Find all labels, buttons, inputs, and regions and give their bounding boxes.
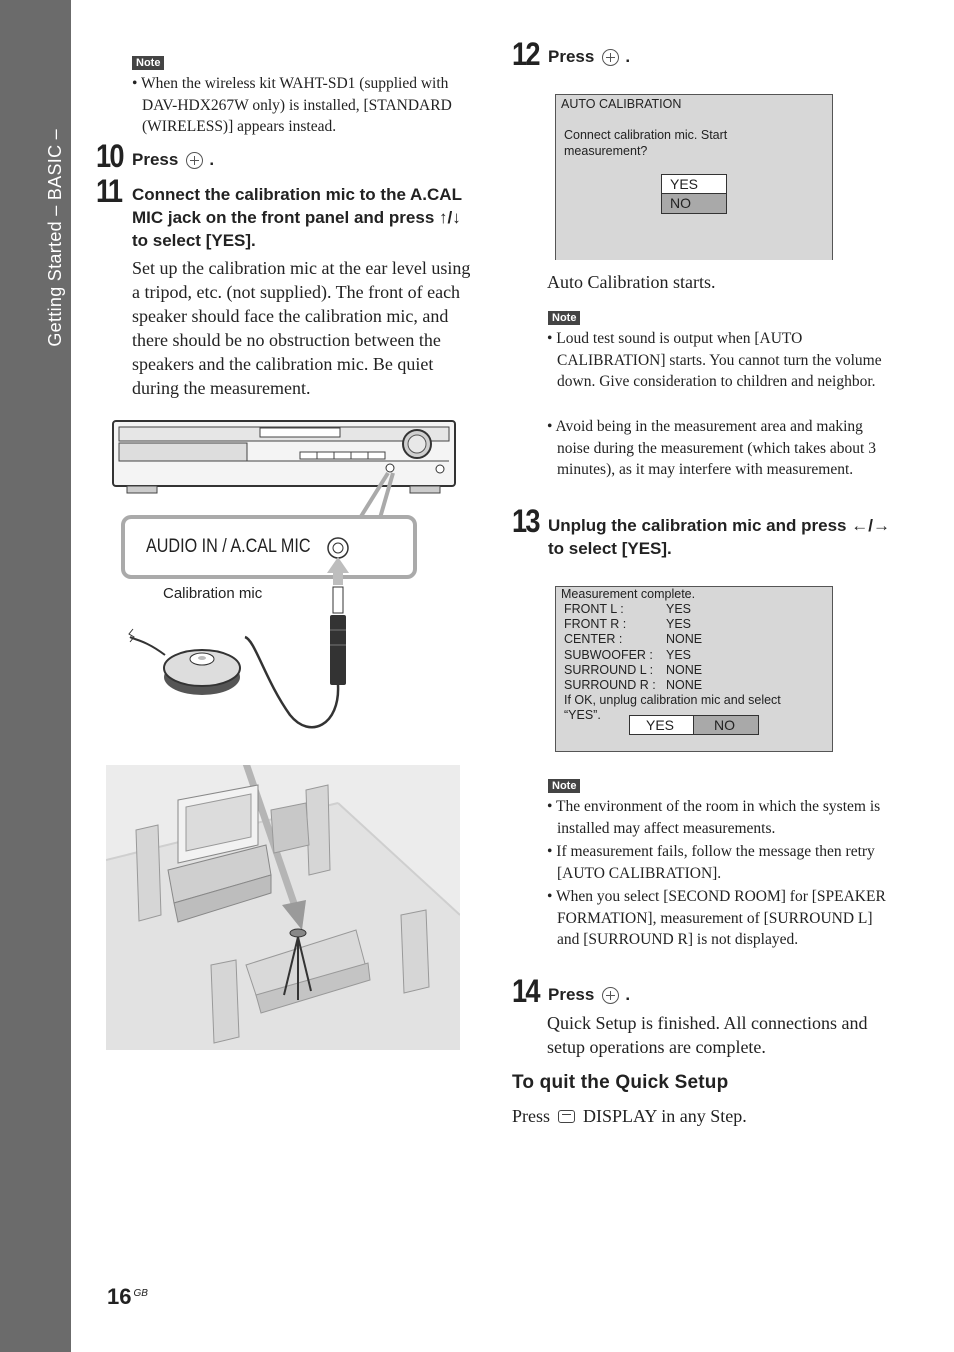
- note-2-label: Note: [548, 779, 580, 793]
- enter-button-icon: [186, 152, 203, 169]
- enter-button-icon: [602, 987, 619, 1004]
- page-number: [107, 1284, 148, 1310]
- option-yes[interactable]: YES: [629, 715, 694, 735]
- enter-button-icon: [602, 49, 619, 66]
- option-yes[interactable]: YES: [661, 174, 727, 194]
- step-11-body: Set up the calibration mic at the ear level using a tripod, etc. (not supplied). The front of each speaker should face the calibration mic, and there should be no obstruction between the speakers and the calibration mic. Be quiet during the measurement.: [132, 258, 471, 398]
- result-value: NONE: [666, 662, 703, 677]
- press-label: Press: [548, 47, 595, 66]
- result-value: YES: [666, 647, 692, 662]
- press-dot: .: [625, 47, 631, 66]
- result-value: NONE: [666, 678, 703, 693]
- press-dot: .: [625, 985, 631, 1004]
- section-title: Getting Started – BASIC –: [45, 129, 65, 347]
- note-label: Note: [132, 56, 164, 70]
- room-illustration: [106, 765, 460, 1050]
- note-text: • When the wireless kit WAHT-SD1 (supplied with DAV-HDX267W only) is installed, [STANDARD (WIRELESS)] appears instead.: [132, 75, 452, 135]
- step-10-number: 10: [96, 138, 123, 174]
- note-2-item: • When you select [SECOND ROOM] for [SPEAKER FORMATION], measurement of [SURROUND L] and [SURROUND R] is not displayed.: [547, 888, 886, 948]
- option-no[interactable]: NO: [693, 715, 759, 735]
- result-row: [564, 663, 781, 678]
- page-suffix: GB: [133, 1287, 148, 1299]
- note-2-item: • The environment of the room in which the system is installed may affect measurements.: [547, 798, 881, 837]
- result-key: FRONT R :: [564, 617, 627, 632]
- step-11-heading: Connect the calibration mic to the A.CAL MIC jack on the front panel and press ↑/↓ to select [YES].: [132, 185, 462, 250]
- result-value: YES: [666, 602, 692, 616]
- screen-footer: If OK, unplug calibration mic and select: [564, 693, 781, 708]
- note-2-item: • If measurement fails, follow the message then retry [AUTO CALIBRATION].: [547, 843, 875, 882]
- quit-instruction: [512, 1104, 747, 1128]
- step-13-heading: Unplug the calibration mic and press ←/→ to select [YES].: [548, 516, 890, 558]
- option-no[interactable]: NO: [661, 194, 727, 214]
- result-row: [564, 632, 781, 647]
- measurement-complete-screen: [555, 586, 833, 752]
- press-label: Press: [512, 1106, 551, 1126]
- calibration-mic-illustration: [105, 415, 470, 745]
- auto-calibration-starts: Auto Calibration starts.: [547, 272, 716, 292]
- display-button-icon: [558, 1110, 575, 1123]
- result-key: SUBWOOFER :: [564, 647, 653, 662]
- screen-title: AUTO CALIBRATION: [561, 97, 682, 111]
- result-key: CENTER :: [564, 632, 623, 647]
- press-label: Press: [548, 985, 595, 1004]
- quit-text: DISPLAY in any Step.: [583, 1106, 747, 1126]
- result-row: [564, 617, 781, 632]
- result-value: YES: [666, 617, 692, 632]
- result-value: NONE: [666, 632, 703, 647]
- step-12-instruction: [548, 47, 630, 67]
- jack-label: AUDIO IN / A.CAL MIC: [146, 536, 311, 557]
- step-11-number: 11: [96, 173, 122, 209]
- result-key: SURROUND L :: [564, 662, 654, 677]
- mic-label: Calibration mic: [163, 585, 263, 602]
- step-14-body: Quick Setup is finished. All connections and setup operations are complete.: [547, 1013, 868, 1057]
- result-row: [564, 648, 781, 663]
- quit-heading: To quit the Quick Setup: [512, 1072, 729, 1093]
- step-14-number: 14: [512, 973, 539, 1009]
- screen-message: Connect calibration mic. Start measurement?: [564, 128, 728, 158]
- press-dot: .: [209, 150, 215, 169]
- step-12-number: 12: [512, 36, 539, 72]
- auto-calibration-screen: [555, 94, 833, 260]
- page-number-value: 16: [107, 1284, 132, 1309]
- result-key: FRONT L :: [564, 602, 624, 616]
- press-label: Press: [132, 150, 179, 169]
- note-1-label: Note: [548, 311, 580, 325]
- result-row: [564, 602, 781, 617]
- step-14-instruction: [548, 985, 630, 1005]
- result-key: SURROUND R :: [564, 678, 656, 693]
- note-1-item: • Avoid being in the measurement area and making noise during the measurement (which takes about 3 minutes), as it may interfere with measurement.: [547, 418, 876, 478]
- screen-title: Measurement complete.: [561, 587, 696, 601]
- section-sidebar: [0, 0, 71, 1352]
- step-10-instruction: [132, 150, 214, 170]
- measurement-results: [564, 602, 781, 724]
- step-13-number: 13: [512, 503, 539, 539]
- note-1-item: • Loud test sound is output when [AUTO CALIBRATION] starts. You cannot turn the volume down. Give consideration to children and neighbor.: [547, 330, 882, 390]
- result-row: [564, 678, 781, 693]
- screen-footer: “YES”.: [564, 708, 601, 723]
